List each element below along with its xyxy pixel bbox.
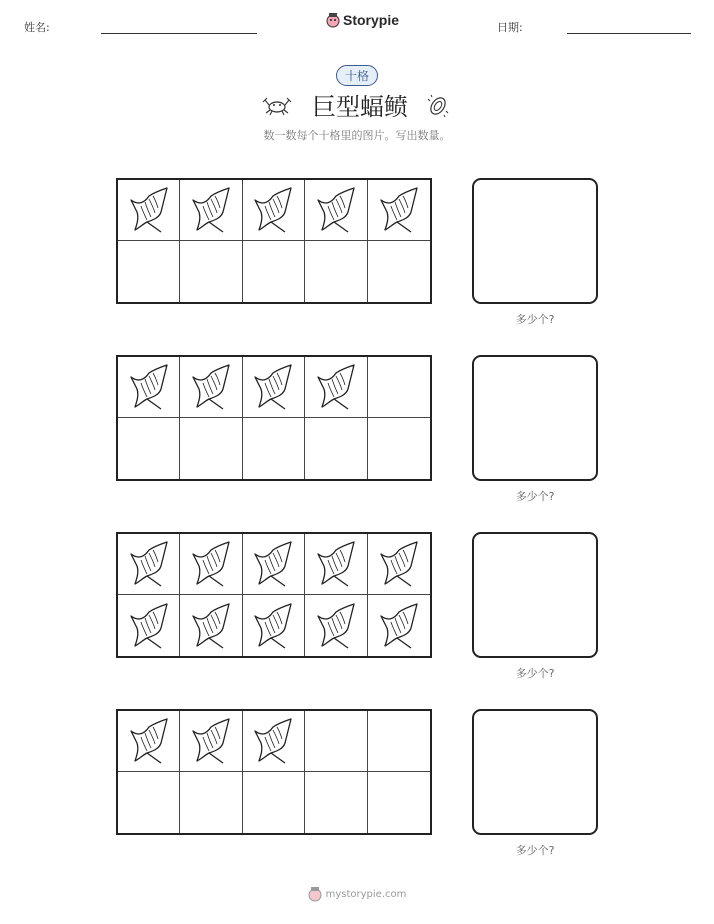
ten-frame-cell xyxy=(118,772,180,833)
manta-ray-icon xyxy=(127,363,171,411)
manta-ray-icon xyxy=(189,540,233,588)
instructions: 数一数每个十格里的图片。写出数量。 xyxy=(263,129,451,142)
answer-box[interactable] xyxy=(472,178,598,304)
brand-logo xyxy=(326,12,399,28)
question-label: 多少个? xyxy=(515,844,555,857)
ten-frame-cell xyxy=(305,595,367,656)
mascot-icon xyxy=(326,12,340,28)
ten-frame-cell xyxy=(368,534,430,595)
manta-ray-icon xyxy=(314,602,358,650)
manta-ray-icon xyxy=(251,540,295,588)
ten-frame-cell xyxy=(243,595,305,656)
manta-ray-icon xyxy=(377,540,421,588)
ten-frame-cell xyxy=(180,772,242,833)
ten-frame-cell xyxy=(243,241,305,302)
ten-frame-cell xyxy=(243,418,305,479)
name-label: 姓名: xyxy=(24,21,50,34)
ten-frame-cell xyxy=(118,534,180,595)
date-label: 日期: xyxy=(497,21,523,34)
question-label: 多少个? xyxy=(515,313,555,326)
answer-box[interactable] xyxy=(472,709,598,835)
ten-frame-cell xyxy=(118,357,180,418)
date-line[interactable] xyxy=(567,33,691,34)
ten-frame-cell xyxy=(180,241,242,302)
ten-frame-cell xyxy=(118,595,180,656)
ten-frame-cell xyxy=(180,418,242,479)
ten-frame-cell xyxy=(180,180,242,241)
ten-frame xyxy=(116,709,432,835)
ten-frame-cell xyxy=(118,418,180,479)
ten-frame-cell xyxy=(243,180,305,241)
ten-frame-cell xyxy=(243,357,305,418)
ten-frame-cell xyxy=(180,711,242,772)
ten-frame-cell xyxy=(368,418,430,479)
ten-frame-cell xyxy=(180,357,242,418)
ten-frame-cell xyxy=(305,357,367,418)
ten-frame-cell xyxy=(243,534,305,595)
manta-ray-icon xyxy=(314,540,358,588)
name-line[interactable] xyxy=(101,33,257,34)
manta-ray-icon xyxy=(189,717,233,765)
manta-ray-icon xyxy=(189,363,233,411)
ten-frame-cell xyxy=(180,534,242,595)
manta-ray-icon xyxy=(127,602,171,650)
footer xyxy=(0,886,714,902)
shell-icon xyxy=(426,93,450,119)
manta-ray-icon xyxy=(314,363,358,411)
ten-frame-cell xyxy=(305,534,367,595)
ten-frame xyxy=(116,178,432,304)
ten-frame-cell xyxy=(368,595,430,656)
ten-frame-cell xyxy=(305,241,367,302)
manta-ray-icon xyxy=(127,186,171,234)
answer-box[interactable] xyxy=(472,532,598,658)
ten-frame-cell xyxy=(368,772,430,833)
manta-ray-icon xyxy=(189,602,233,650)
mascot-icon xyxy=(308,886,322,902)
manta-ray-icon xyxy=(251,717,295,765)
manta-ray-icon xyxy=(377,602,421,650)
ten-frame-cell xyxy=(305,180,367,241)
ten-frame-cell xyxy=(243,772,305,833)
manta-ray-icon xyxy=(127,717,171,765)
question-label: 多少个? xyxy=(515,667,555,680)
manta-ray-icon xyxy=(251,186,295,234)
worksheet-type-badge: 十格 xyxy=(336,65,378,86)
page-title: 巨型蝠鲼 xyxy=(312,93,408,121)
ten-frame-cell xyxy=(305,711,367,772)
manta-ray-icon xyxy=(251,602,295,650)
ten-frame-cell xyxy=(368,357,430,418)
brand-name: Storypie xyxy=(343,12,400,28)
footer-url[interactable]: mystorypie.com xyxy=(325,888,407,900)
ten-frame-cell xyxy=(305,772,367,833)
manta-ray-icon xyxy=(251,363,295,411)
ten-frame-cell xyxy=(180,595,242,656)
ten-frame-cell xyxy=(305,418,367,479)
crab-icon xyxy=(262,94,292,116)
ten-frame-cell xyxy=(368,241,430,302)
manta-ray-icon xyxy=(127,540,171,588)
answer-box[interactable] xyxy=(472,355,598,481)
ten-frame-cell xyxy=(243,711,305,772)
ten-frame-cell xyxy=(368,180,430,241)
ten-frame xyxy=(116,532,432,658)
manta-ray-icon xyxy=(314,186,358,234)
manta-ray-icon xyxy=(377,186,421,234)
manta-ray-icon xyxy=(189,186,233,234)
question-label: 多少个? xyxy=(515,490,555,503)
ten-frame-cell xyxy=(118,241,180,302)
ten-frame xyxy=(116,355,432,481)
ten-frame-cell xyxy=(118,180,180,241)
ten-frame-cell xyxy=(368,711,430,772)
ten-frame-cell xyxy=(118,711,180,772)
